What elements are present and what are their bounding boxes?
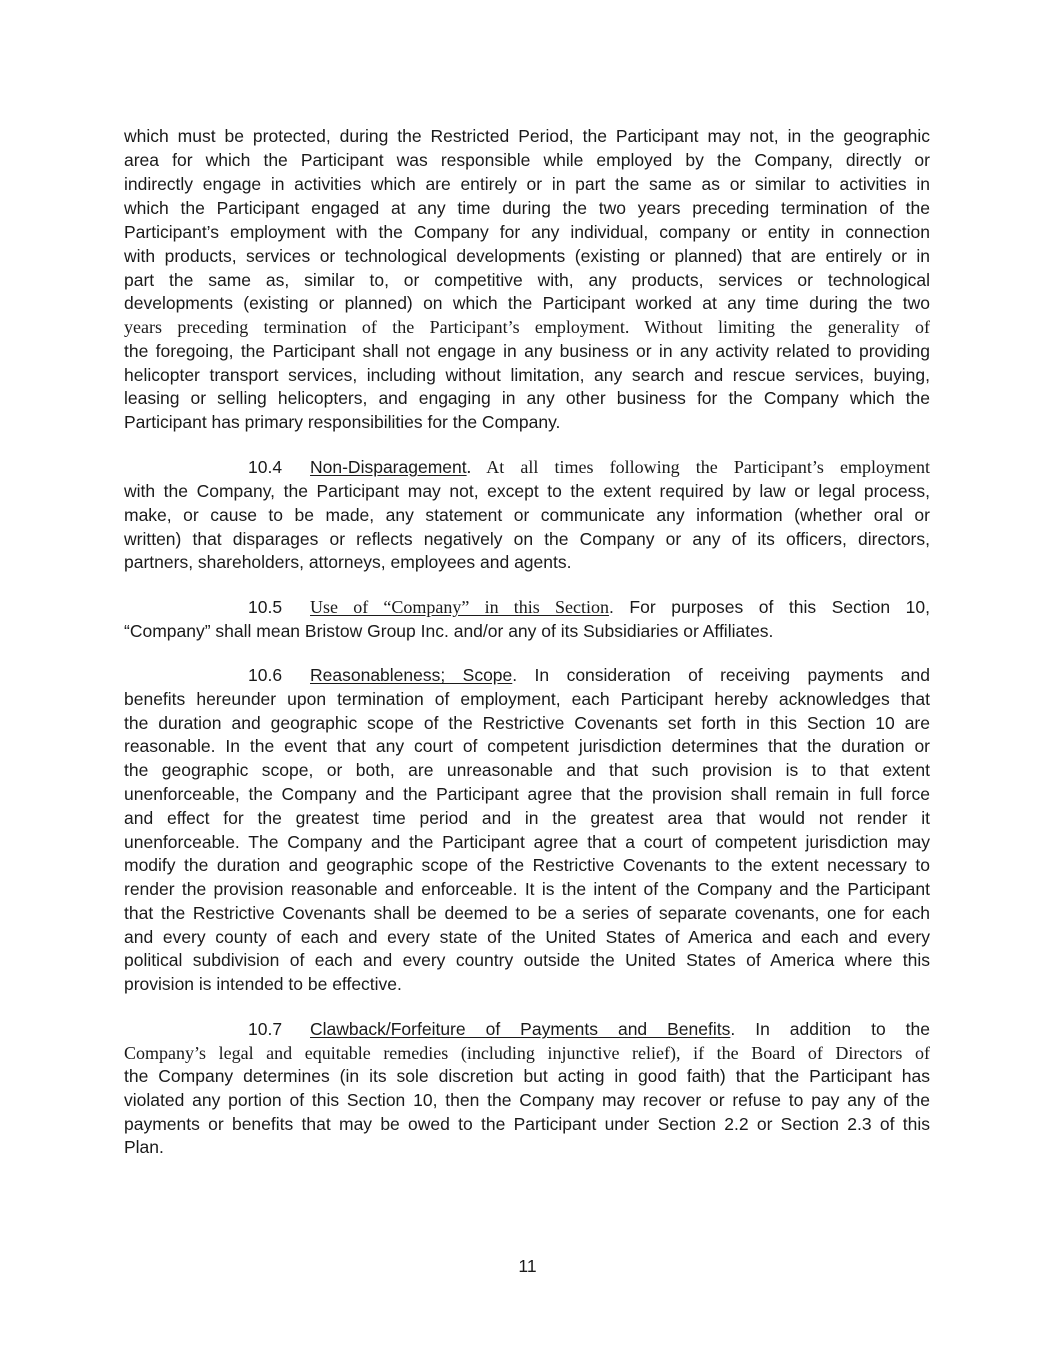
text-line: political subdivision of each and every country outside the United States of America where this: [124, 950, 930, 970]
section-number: 10.5: [248, 597, 283, 617]
section-number: 10.7: [248, 1019, 283, 1039]
section-first-line-text: . For purposes of this Section 10,: [608, 597, 930, 617]
text-line: written) that disparages or reflects negatively on the Company or any of its officers, directors,: [124, 529, 930, 549]
text-line: part the same as, similar to, or competitive with, any products, services or technological: [124, 270, 930, 290]
section-first-line: [310, 663, 930, 687]
text-line: render the provision reasonable and enforceable. It is the intent of the Company and the Participant: [124, 879, 930, 899]
text-line: that the Restrictive Covenants shall be deemed to be a series of separate covenants, one for each: [124, 903, 930, 923]
text-line: area for which the Participant was responsible while employed by the Company, directly or: [124, 150, 930, 170]
text-line: the duration and geographic scope of the Restrictive Covenants set forth in this Section 10 are: [124, 713, 930, 733]
text-line: with products, services or technological developments (existing or planned) that are entirely or in: [124, 246, 930, 266]
text-line: violated any portion of this Section 10, then the Company may recover or refuse to pay any of the: [124, 1090, 930, 1110]
section-heading: Clawback/Forfeiture of Payments and Benefits: [310, 1019, 731, 1039]
section-first-line-text: . In addition to the: [730, 1019, 930, 1039]
text-line: indirectly engage in activities which are entirely or in part the same as or similar to activities in: [124, 174, 930, 194]
text-line: Company’s legal and equitable remedies (including injunctive relief), if the Board of Directors of: [124, 1043, 930, 1063]
text-line: leasing or selling helicopters, and engaging in any other business for the Company which the: [124, 388, 930, 408]
text-line: reasonable. In the event that any court of competent jurisdiction determines that the duration or: [124, 736, 930, 756]
text-line: and every county of each and every state of the United States of America and each and every: [124, 927, 930, 947]
section-number: 10.4: [248, 457, 283, 477]
text-line: benefits hereunder upon termination of employment, each Participant hereby acknowledges that: [124, 689, 930, 709]
section-first-line: [310, 595, 930, 619]
text-line: the foregoing, the Participant shall not engage in any business or in any activity related to providing: [124, 341, 930, 361]
text-line: Participant’s employment with the Company for any individual, company or entity in connection: [124, 222, 930, 242]
text-line: provision is intended to be effective.: [124, 974, 402, 994]
text-line: and effect for the greatest time period and in the greatest area that would not render it: [124, 808, 930, 828]
section-heading: Non-Disparagement: [310, 457, 467, 477]
text-line: make, or cause to be made, any statement or communicate any information (whether oral or: [124, 505, 930, 525]
text-line: helicopter transport services, including without limitation, any search and rescue services, buying,: [124, 365, 930, 385]
text-line: Participant has primary responsibilities for the Company.: [124, 412, 561, 432]
text-line: payments or benefits that may be owed to the Participant under Section 2.2 or Section 2.3 of this: [124, 1114, 930, 1134]
page-number: 11: [518, 1256, 537, 1276]
text-line: partners, shareholders, attorneys, employees and agents.: [124, 552, 572, 572]
text-line: which must be protected, during the Restricted Period, the Participant may not, in the geographic: [124, 126, 930, 146]
text-line: “Company” shall mean Bristow Group Inc. and/or any of its Subsidiaries or Affiliates.: [124, 621, 774, 641]
text-line: developments (existing or planned) on which the Participant worked at any time during the two: [124, 293, 930, 313]
text-line: unenforceable, the Company and the Participant agree that the provision shall remain in full force: [124, 784, 930, 804]
text-line: with the Company, the Participant may not, except to the extent required by law or legal process,: [124, 481, 930, 501]
text-line: unenforceable. The Company and the Participant agree that a court of competent jurisdiction may: [124, 832, 930, 852]
section-first-line-text: . At all times following the Participant’s employment: [466, 457, 930, 477]
text-line: the Company determines (in its sole discretion but acting in good faith) that the Participant has: [124, 1066, 930, 1086]
text-line: Plan.: [124, 1137, 164, 1157]
text-line: years preceding termination of the Participant’s employment. Without limiting the generality of: [124, 317, 930, 337]
section-first-line: [310, 1017, 930, 1041]
section-number: 10.6: [248, 665, 283, 685]
section-first-line-text: . In consideration of receiving payments and: [512, 665, 931, 685]
text-line: modify the duration and geographic scope of the Restrictive Covenants to the extent necessary to: [124, 855, 930, 875]
section-first-line: [310, 455, 930, 479]
text-line: which the Participant engaged at any time during the two years preceding termination of the: [124, 198, 930, 218]
section-heading: Use of “Company” in this Section: [310, 597, 609, 617]
section-heading: Reasonableness; Scope: [310, 665, 513, 685]
text-line: the geographic scope, or both, are unreasonable and that such provision is to that extent: [124, 760, 930, 780]
